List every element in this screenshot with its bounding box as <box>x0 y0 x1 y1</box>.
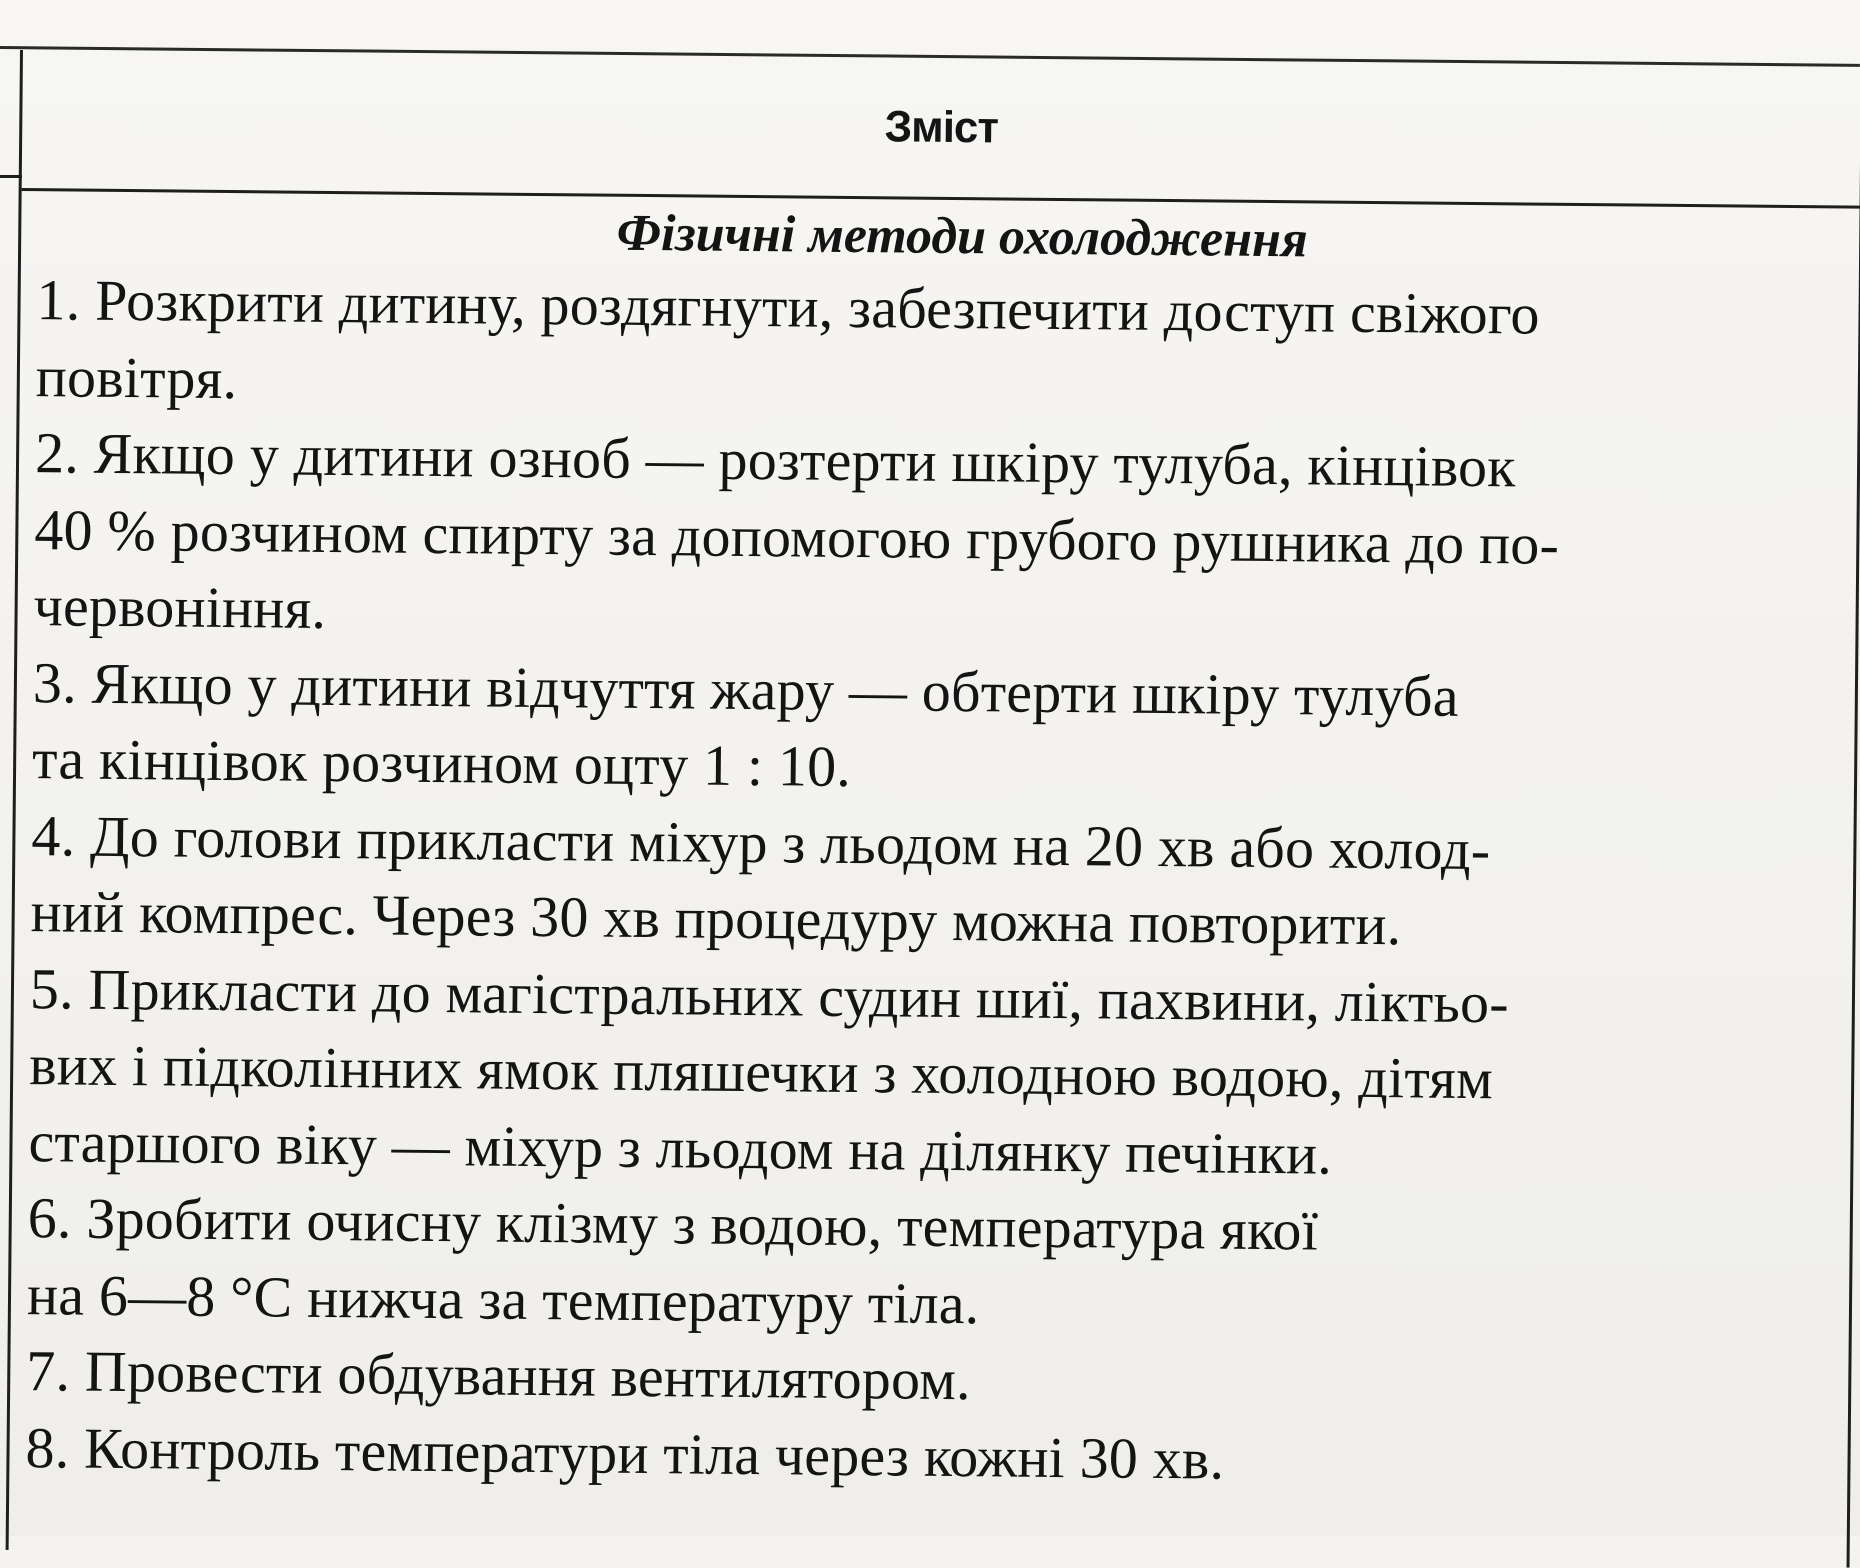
text-line: 40 % розчином спирту за допомогою грубого рушника до по- <box>34 496 1560 577</box>
text-line: 7. Провести обдування вентилятором. <box>26 1338 972 1413</box>
section-title: Фізичні методи охолодження <box>616 204 1308 269</box>
text-line: 3. Якщо у дитини відчуття жару — обтерти шкіру тулуба <box>32 649 1460 729</box>
text-line: 1. Розкрити дитину, роздягнути, забезпечити доступ свіжого <box>36 267 1540 347</box>
table <box>6 50 1860 1568</box>
text-line: 5. Прикласти до магістральних судин шиї, пахвини, ліктьо- <box>29 955 1510 1035</box>
text-line: повітря. <box>35 343 238 411</box>
table-header-cell <box>22 50 1860 209</box>
text-line: 6. Зробити очисну клізму з водою, температура якої <box>27 1185 1319 1263</box>
text-line: 8. Контроль температури тіла через кожні 30 хв. <box>25 1414 1225 1492</box>
text-line: ний компрес. Через 30 хв процедуру можна повторити. <box>30 879 1402 958</box>
text-line: на 6—8 °С нижча за температуру тіла. <box>26 1261 980 1336</box>
text-line: 2. Якщо у дитини озноб — розтерти шкіру тулуба, кінцівок <box>34 420 1517 500</box>
text-line: 4. До голови прикласти міхур з льодом на 20 хв або холод- <box>31 802 1491 882</box>
text-line: вих і підколінних ямок пляшечки з холодною водою, дітям <box>28 1032 1494 1112</box>
table-body-cell <box>25 196 1827 1503</box>
text-line: старшого віку — міхур з льодом на ділянку печінки. <box>28 1108 1333 1187</box>
text-line: та кінцівок розчином оцту 1 : 10. <box>31 726 852 800</box>
text-line: червоніння. <box>33 573 327 641</box>
table-header-title: Зміст <box>884 102 999 153</box>
